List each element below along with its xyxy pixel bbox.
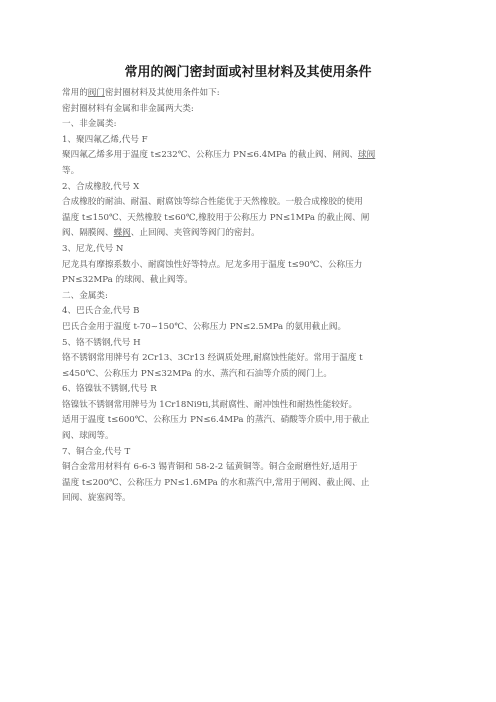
item-heading-ptfe: 1、聚四氟乙烯,代号 F bbox=[62, 134, 148, 145]
item-text-babbitt: 巴氏合金用于温度 t-70~150℃、公称压力 PN≤2.5MPa 的氨用截止阀。 bbox=[62, 321, 347, 332]
item-text-chrome-steel bbox=[62, 351, 438, 382]
item-heading-crniti-steel: 6、铬镍钛不锈钢,代号 R bbox=[62, 384, 157, 395]
item-text-crniti-steel-l2: 适用于温度 t≤600℃、公称压力 PN≤6.4MPa 的蒸汽、硝酸等介质中,用于截止 bbox=[62, 415, 370, 426]
valve-link[interactable]: 阀门 bbox=[87, 88, 105, 98]
item-heading-copper-alloy: 7、铜合金,代号 T bbox=[62, 446, 131, 457]
item-heading-nylon: 3、尼龙,代号 N bbox=[62, 243, 124, 254]
item-text-ptfe bbox=[62, 148, 438, 179]
classification-line: 密封圈材料有金属和非金属两大类: bbox=[62, 103, 194, 114]
item-text-nylon bbox=[62, 258, 438, 289]
item-text-copper-alloy-l3: 回阀、旋塞阀等。 bbox=[62, 493, 131, 504]
item-text-copper-alloy-l2: 温度 t≤200℃、公称压力 PN≤1.6MPa 的水和蒸汽中,常用于闸阀、截止阀、止 bbox=[62, 477, 370, 488]
item-text-nylon-l1: 尼龙具有摩擦系数小、耐腐蚀性好等特点。尼龙多用于温度 t≤90℃、公称压力 bbox=[62, 259, 363, 270]
intro-line bbox=[62, 86, 438, 102]
item-text-crniti-steel bbox=[62, 398, 438, 445]
item-text-nylon-l2: PN≤32MPa 的球阀、截止阀等。 bbox=[62, 275, 193, 286]
item-text-copper-alloy bbox=[62, 460, 438, 507]
document-body bbox=[62, 86, 438, 507]
item-heading-babbitt: 4、巴氏合金,代号 B bbox=[62, 306, 140, 317]
item-text-chrome-steel-l1: 铬不锈钢常用牌号有 2Cr13、3Cr13 经调质处理,耐腐蚀性能好。常用于温度 t bbox=[62, 353, 363, 364]
item-text-rubber-l3-b: 、止回阀、夹管阀等阀门的密封。 bbox=[130, 228, 260, 239]
section-heading-metal: 二、金属类: bbox=[62, 290, 108, 301]
section-heading-nonmetal: 一、非金属类: bbox=[62, 119, 117, 130]
item-text-rubber bbox=[62, 195, 438, 242]
item-text-ptfe-b: 等。 bbox=[62, 165, 80, 176]
intro-suffix: 密封圈材料及其使用条件如下: bbox=[105, 88, 220, 98]
item-text-crniti-steel-l1: 铬镍钛不锈钢常用牌号为 1Cr18Ni9ti,其耐腐性、耐冲蚀性和耐热性能较好。 bbox=[62, 399, 358, 410]
item-text-crniti-steel-l3: 阀、球阀等。 bbox=[62, 431, 114, 442]
item-heading-rubber: 2、合成橡胶,代号 X bbox=[62, 181, 140, 192]
intro-prefix: 常用的 bbox=[62, 88, 88, 98]
item-text-rubber-l3 bbox=[62, 226, 438, 242]
butterfly-valve-link[interactable]: 蝶阀 bbox=[113, 228, 131, 239]
item-text-ptfe-a: 聚四氟乙烯多用于温度 t≤232℃、公称压力 PN≤6.4MPa 的截止阀、闸阀、 bbox=[62, 150, 359, 161]
ball-valve-link[interactable]: 球阀 bbox=[358, 150, 376, 161]
item-text-chrome-steel-l2: ≤450℃、公称压力 PN≤32MPa 的水、蒸汽和石油等介质的阀门上。 bbox=[62, 368, 332, 379]
item-text-copper-alloy-l1: 铜合金常用材料有 6-6-3 锡青铜和 58-2-2 锰黄铜等。铜合金耐磨性好,适用于 bbox=[62, 462, 358, 473]
item-text-rubber-l1: 合成橡胶的耐油、耐温、耐腐蚀等综合性能优于天然橡胶。一般合成橡胶的使用 bbox=[62, 197, 363, 208]
item-text-rubber-l3-a: 阀、隔膜阀、 bbox=[62, 228, 114, 239]
document-title: 常用的阀门密封面或衬里材料及其使用条件 bbox=[124, 65, 372, 80]
item-heading-chrome-steel: 5、铬不锈钢,代号 H bbox=[62, 337, 141, 348]
item-text-rubber-l2: 温度 t≤150℃、天然橡胶 t≤60℃,橡胶用于公称压力 PN≤1MPa 的截止阀、闸 bbox=[62, 212, 370, 223]
